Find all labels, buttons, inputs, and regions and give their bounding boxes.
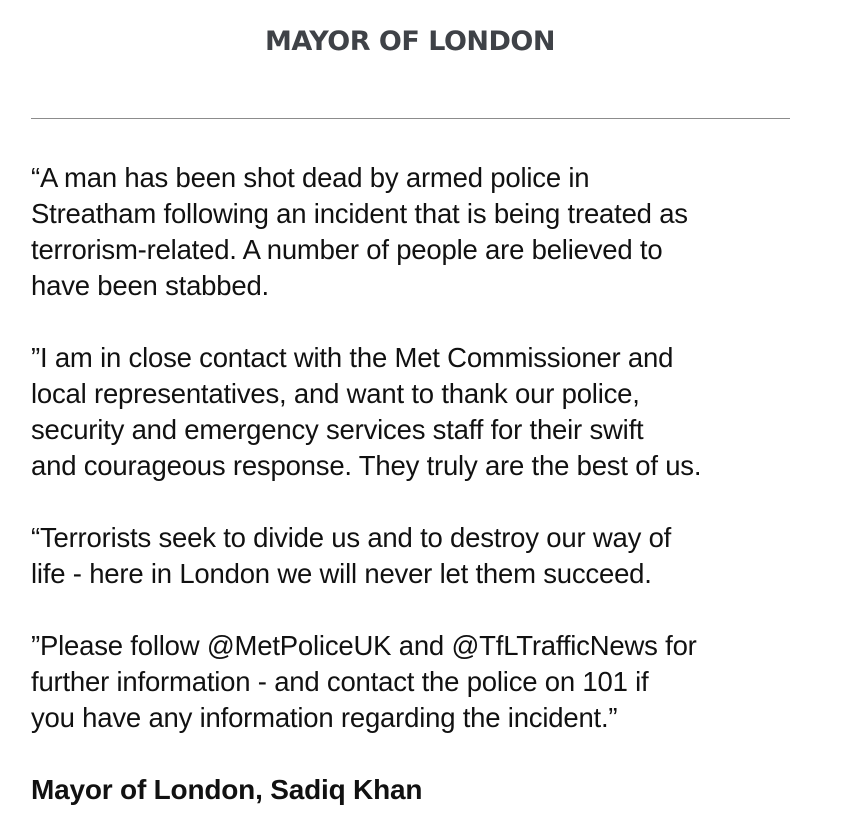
- statement-paragraph: “Terrorists seek to divide us and to destroy our way of life - here in London we will never let them succeed.: [31, 522, 672, 589]
- statement-body: [31, 160, 821, 772]
- signature: Mayor of London, Sadiq Khan: [31, 774, 423, 805]
- statement-paragraph: ”I am in close contact with the Met Commissioner and local representatives, and want to thank our police, security and emergency services staff for their swift and courageous response. They truly are the best of us.: [31, 342, 702, 481]
- page-title: MAYOR OF LONDON: [265, 26, 555, 57]
- statement-paragraph: ”Please follow @MetPoliceUK and @TfLTrafficNews for further information - and contact the police on 101 if you have any information regarding the incident.”: [31, 630, 697, 733]
- statement-paragraph: “A man has been shot dead by armed police in Streatham following an incident that is being treated as terrorism-related. A number of people are believed to have been stabbed.: [31, 162, 688, 301]
- header-divider: [31, 118, 790, 119]
